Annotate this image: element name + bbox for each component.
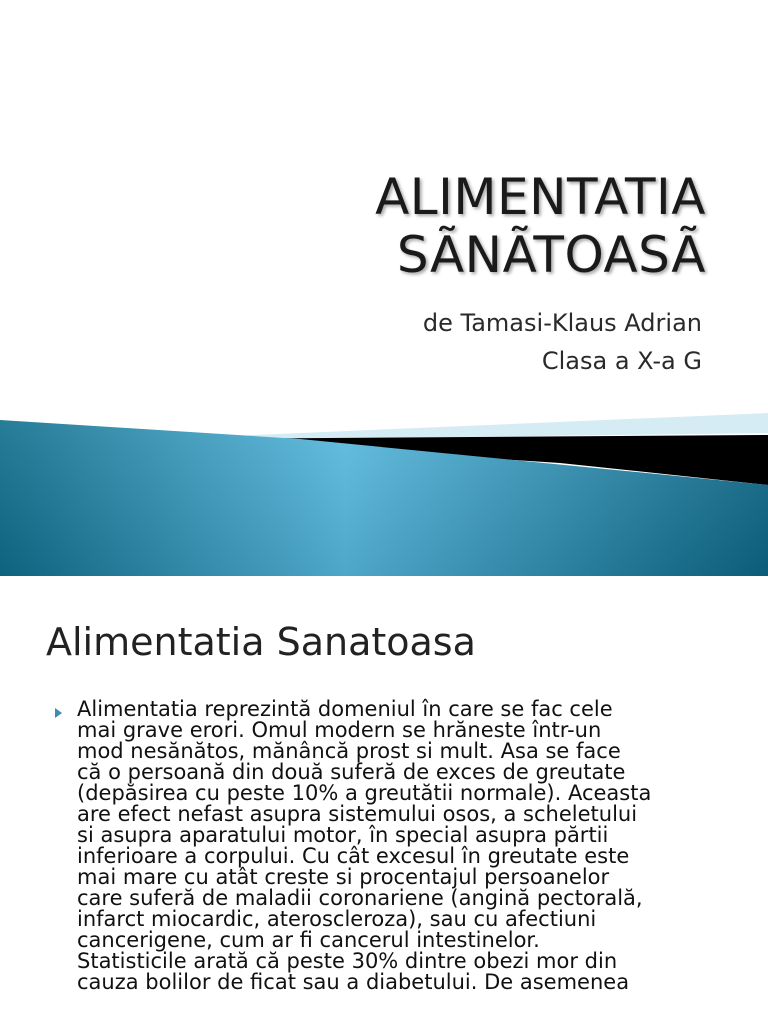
decorative-wave-band (0, 405, 768, 576)
bullet-line: Statisticile arată că peste 30% dintre obezi mor din (77, 949, 618, 973)
content-title: Alimentatia Sanatoasa (46, 620, 476, 664)
bullet-line: mai mare cu atât creste si procentajul persoanelor (77, 865, 610, 889)
content-slide (0, 576, 768, 1024)
bullet-line: infarct miocardic, ateroscleroza), sau cu afectiuni (77, 907, 597, 931)
bullet-paragraph (77, 699, 737, 993)
bullet-line: (depăsirea cu peste 10% a greutătii normale). Aceasta (77, 781, 652, 805)
bullet-arrow-icon (55, 708, 62, 718)
bullet-line: cancerigene, cum ar fi cancerul intestinelor. (77, 928, 540, 952)
title-line-1: ALIMENTATIA (375, 168, 706, 226)
slide-subtitle (102, 304, 702, 380)
slide-title (106, 168, 706, 284)
bullet-line: care suferă de maladii coronariene (angină pectorală, (77, 886, 643, 910)
bullet-line: si asupra aparatului motor, în special asupra părtii (77, 823, 609, 847)
title-line-2: SÃNÃTOASÃ (396, 226, 706, 284)
bullet-line: mod nesănătos, mănâncă prost si mult. Asa se face (77, 739, 621, 763)
author-line: de Tamasi-Klaus Adrian (422, 309, 702, 337)
bullet-line: cauza bolilor de ficat sau a diabetului. De asemenea (77, 970, 630, 994)
class-line: Clasa a X-a G (541, 347, 702, 375)
bullet-line: că o persoană din două suferă de exces de greutate (77, 760, 626, 784)
band-pale-stripe (160, 413, 768, 439)
bullet-line: mai grave erori. Omul modern se hrăneste într-un (77, 718, 602, 742)
bullet-line: Alimentatia reprezintă domeniul în care se fac cele (77, 697, 613, 721)
bullet-line: inferioare a corpului. Cu cât excesul în greutate este (77, 844, 630, 868)
bullet-line: are efect nefast asupra sistemului osos, a scheletului (77, 802, 638, 826)
